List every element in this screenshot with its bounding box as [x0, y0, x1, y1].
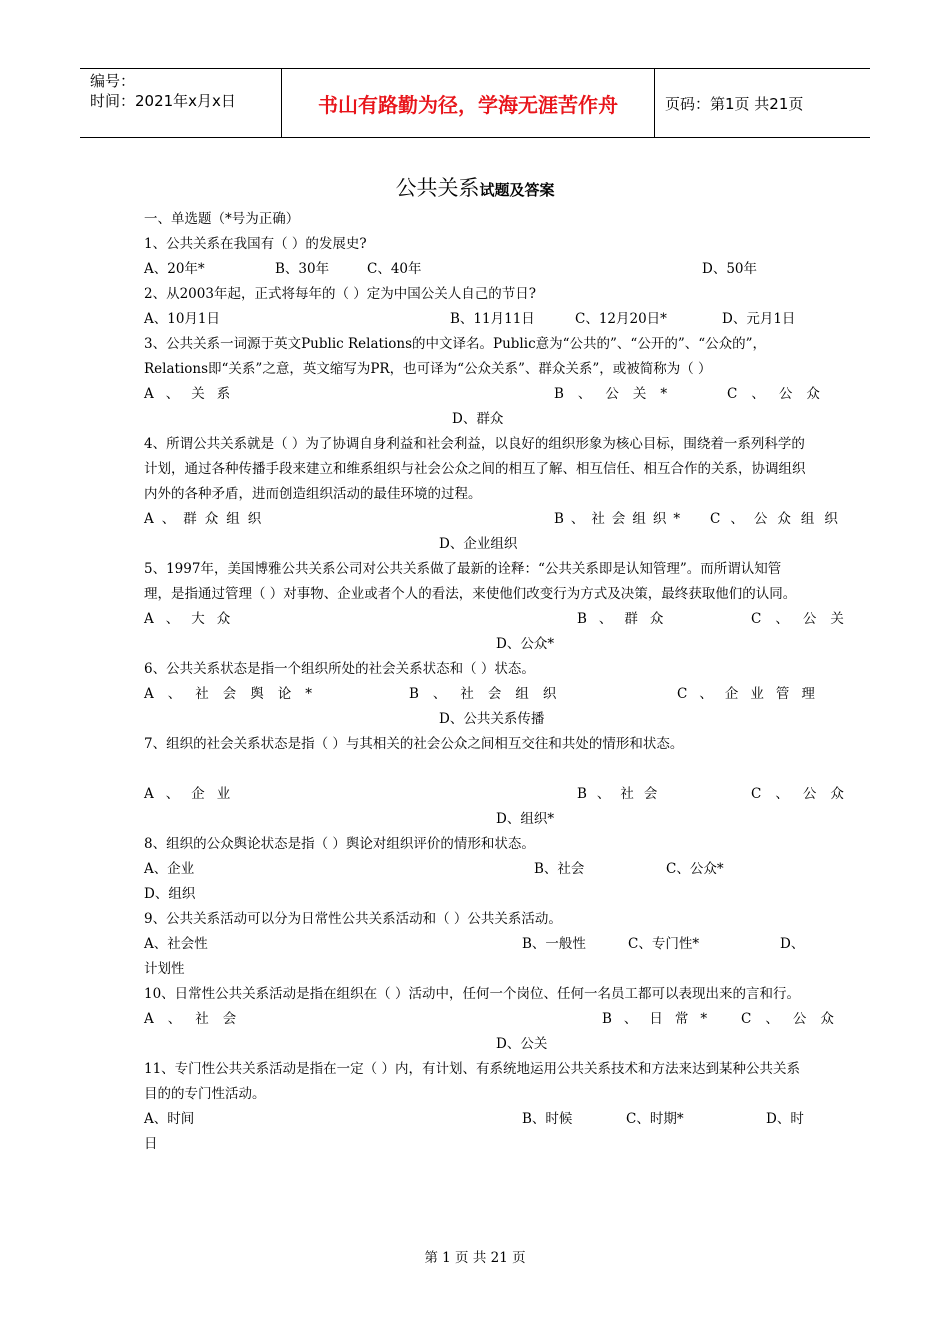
option-b: B、30年: [275, 261, 330, 277]
question-5-options-row2: [144, 632, 807, 657]
title-sub: 试题及答案: [479, 181, 555, 199]
option-d: D、群众: [452, 411, 504, 427]
option-d: D、公共关系传播: [439, 711, 545, 727]
option-a: A、企业: [144, 861, 195, 877]
option-c: C、专门性*: [628, 936, 700, 952]
option-a: A、社会: [144, 1011, 251, 1027]
question-1-options: [144, 257, 807, 282]
question-5-options-row1: [144, 607, 858, 632]
option-b: B、日常*: [602, 1011, 720, 1027]
question-4-stem: 4、所谓公共关系就是（ ）为了协调自身利益和社会利益，以良好的组织形象为核心目标，围绕着一系列科学的计划，通过各种传播手段来建立和维系组织与社会公众之间的相互了解、相互信任、相互合作的关系，协调组织内外的各种矛盾，进而创造组织活动的最佳环境的过程。: [144, 436, 806, 502]
document-title: [0, 172, 950, 202]
option-a: A、10月1日: [144, 311, 221, 327]
option-a: A、企业: [144, 786, 243, 802]
option-a: A、关系: [144, 386, 243, 402]
question-11-options-row2: [144, 1132, 807, 1157]
question-8-stem: 8、组织的公众舆论状态是指（ ）舆论对组织评价的情形和状态。: [144, 836, 535, 852]
option-d: D、组织: [144, 886, 196, 902]
option-c: C、公众*: [666, 861, 724, 877]
option-b: B、社会: [534, 861, 585, 877]
header-motto-cell: [282, 69, 655, 137]
question-3-options-row2: [144, 407, 807, 432]
option-d: D、50年: [702, 261, 758, 277]
motto: 书山有路勤为径，学海无涯苦作舟: [318, 92, 618, 117]
question-10-stem: 10、日常性公共关系活动是指在组织在（ ）活动中，任何一个岗位、任何一名员工都可以表现出来的言和行。: [144, 986, 800, 1002]
title-main: 公共关系: [395, 176, 480, 200]
question-6-options-row1: [144, 682, 827, 707]
option-c: C、公众: [727, 386, 834, 402]
question-9-options-row2: [144, 957, 807, 982]
question-7-options-row1: [144, 782, 858, 807]
question-1-stem: 1、公共关系在我国有（ ）的发展史?: [144, 236, 367, 252]
question-10-options-row1: [144, 1007, 848, 1032]
question-11-options-row1: [144, 1107, 807, 1132]
header-left-cell: [80, 69, 282, 137]
number-label: 编号：: [90, 72, 136, 90]
question-10-options-row2: [144, 1032, 807, 1057]
page-info: 页码：第1页 共21页: [665, 94, 804, 113]
option-d: D、组织*: [496, 811, 555, 827]
question-9-stem: 9、公共关系活动可以分为日常性公共关系活动和（ ）公共关系活动。: [144, 911, 562, 927]
question-3-stem: 3、公共关系一词源于英文Public Relations的中文译名。Public意为“公共的”、“公开的”、“公众的”，Relations即“关系”之意，英文缩写为PR，也可译为“公众关系”、群众关系”，或被简称为（ ）: [144, 336, 767, 377]
option-d-prefix: D、时: [766, 1111, 804, 1127]
option-a: A、20年*: [144, 261, 205, 277]
document-header: [80, 68, 870, 138]
question-8-options-row2: [144, 882, 807, 907]
option-c: C、时期*: [626, 1111, 684, 1127]
option-b: B、社会组织*: [554, 511, 688, 527]
option-d-prefix: D、: [780, 936, 805, 952]
question-4-options-row1: [144, 507, 848, 532]
option-b: B、社会: [577, 786, 668, 802]
option-b: B、公关*: [554, 386, 682, 402]
option-a: A、社会舆论*: [144, 686, 326, 702]
option-c: C、公关: [751, 611, 858, 627]
option-d-tail: 日: [144, 1136, 158, 1152]
question-8-options-row1: [144, 857, 807, 882]
question-list: [144, 207, 858, 1157]
option-a: A、大众: [144, 611, 243, 627]
question-7-options-row2: [144, 807, 807, 832]
question-6-options-row2: [144, 707, 807, 732]
time-label: 时间：2021年x月x日: [90, 92, 236, 110]
question-11-stem: 11、专门性公共关系活动是指在一定（ ）内，有计划、有系统地运用公共关系技术和方法来达到某种公共关系目的的专门性活动。: [144, 1061, 800, 1102]
question-2-stem: 2、从2003年起，正式将每年的（ ）定为中国公关人自己的节日?: [144, 286, 536, 302]
question-7-stem: 7、组织的社会关系状态是指（ ）与其相关的社会公众之间相互交往和共处的情形和状态。: [144, 736, 684, 752]
option-d: D、公关: [496, 1036, 548, 1052]
spacer: [144, 757, 807, 782]
question-5-stem: 5、1997年，美国博雅公共关系公司对公共关系做了最新的诠释：“公共关系即是认知管理”。而所谓认知管理，是指通过管理（ ）对事物、企业或者个人的看法，来使他们改变行为方式及决策，最终获取他们的认同。: [144, 561, 797, 602]
option-d: D、公众*: [496, 636, 555, 652]
option-c: C、40年: [367, 261, 422, 277]
question-3-options-row1: [144, 382, 834, 407]
option-b: B、时候: [522, 1111, 573, 1127]
option-c: C、企业管理: [677, 686, 827, 702]
option-c: C、公众: [751, 786, 858, 802]
option-b: B、一般性: [522, 936, 586, 952]
option-a: A、社会性: [144, 936, 208, 952]
page-footer: 第 1 页 共 21 页: [424, 1250, 526, 1266]
option-a: A、群众组织: [144, 511, 270, 527]
option-d: 计划性: [144, 961, 185, 977]
section-heading: 一、单选题（*号为正确）: [144, 211, 300, 227]
option-b: B、群众: [577, 611, 676, 627]
option-a: A、时间: [144, 1111, 195, 1127]
question-4-options-row2: [144, 532, 807, 557]
question-2-options: [144, 307, 807, 332]
header-page-cell: [655, 69, 870, 137]
option-b: B、11月11日: [450, 311, 535, 327]
option-c: C、公众组织: [710, 511, 848, 527]
question-9-options-row1: [144, 932, 807, 957]
option-b: B、社会组织: [409, 686, 571, 702]
option-c: C、公众: [741, 1011, 848, 1027]
option-d: D、企业组织: [439, 536, 518, 552]
option-d: D、元月1日: [722, 311, 796, 327]
question-6-stem: 6、公共关系状态是指一个组织所处的社会关系状态和（ ）状态。: [144, 661, 535, 677]
option-c: C、12月20日*: [575, 311, 667, 327]
